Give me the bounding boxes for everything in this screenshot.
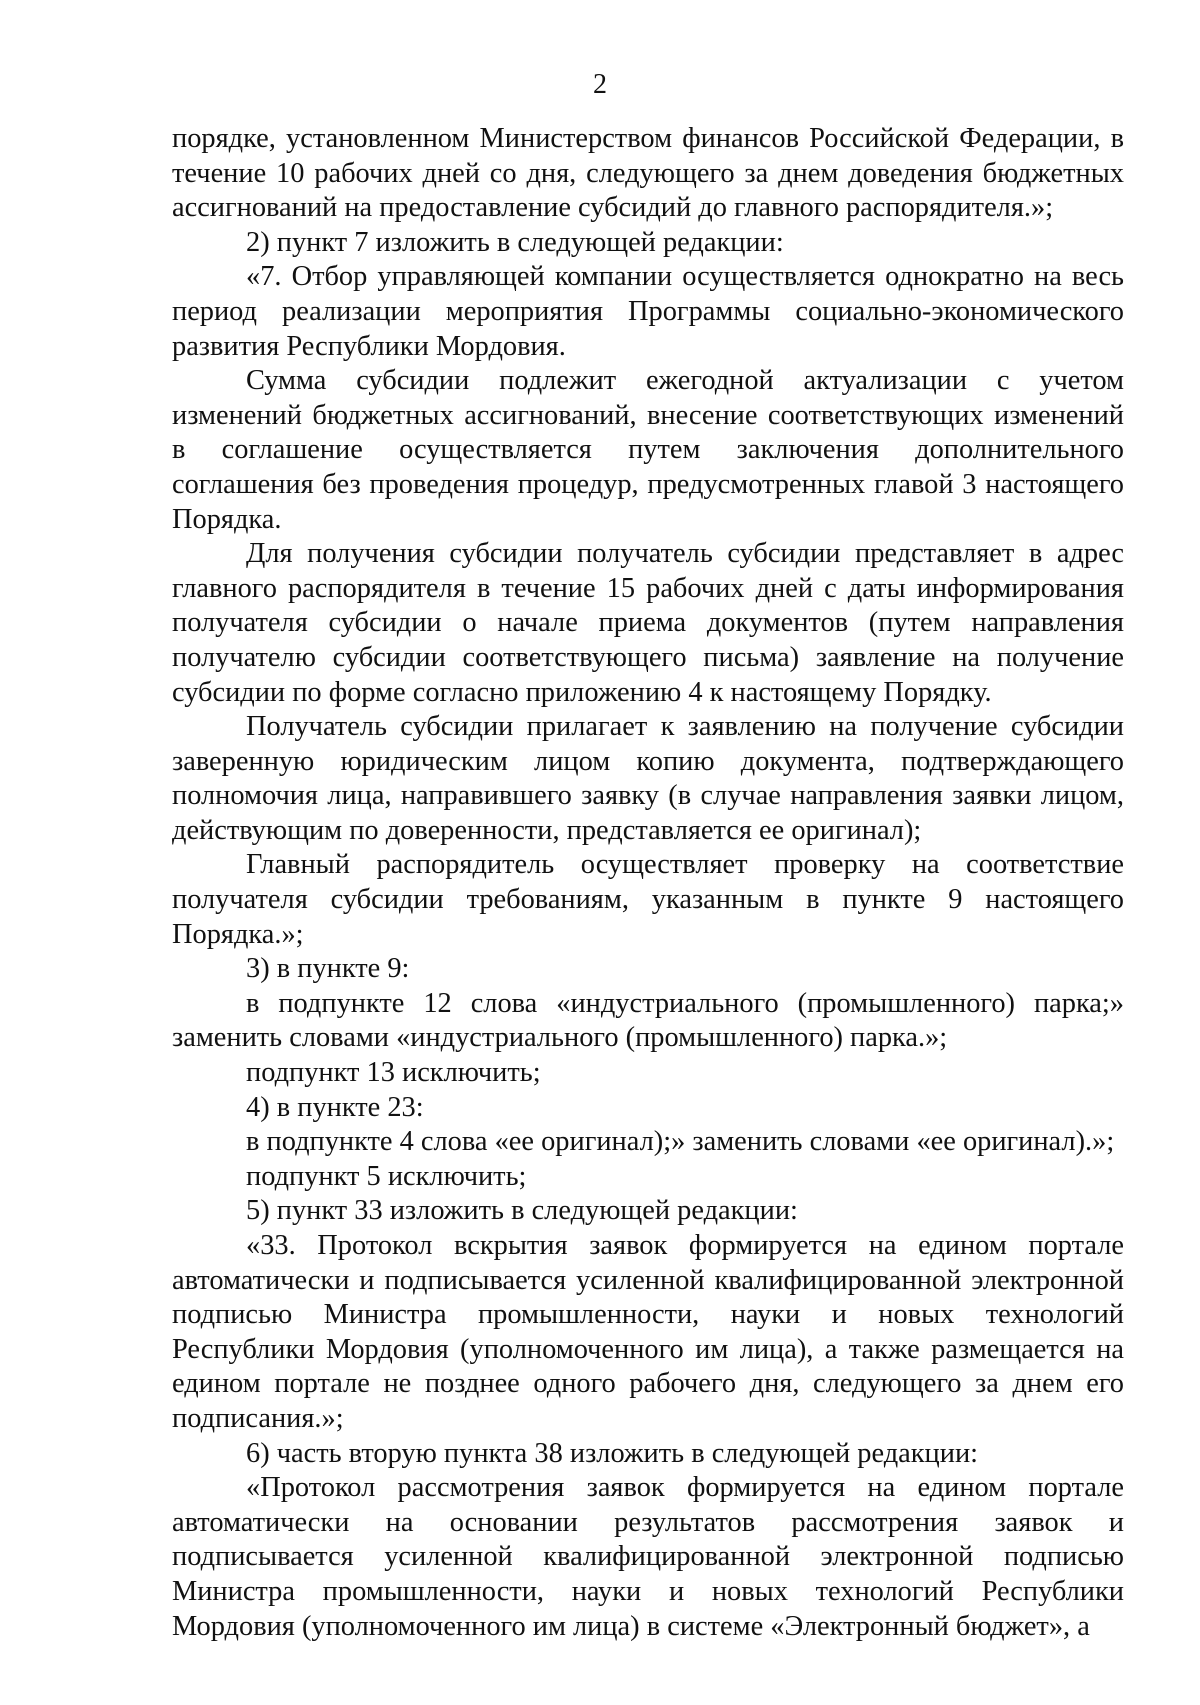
document-body [172, 122, 1124, 1644]
paragraph-item-5: 5) пункт 33 изложить в следующей редакции: [246, 1195, 798, 1227]
paragraph-attachments: Получатель субсидии прилагает к заявлению на получение субсидии заверенную юридическим лицом копию документа, подтверждающего полномочия лица, направившего заявку (в случае направления заявки лицом, действующим по доверенности, представляется ее оригинал); [172, 711, 1124, 846]
paragraph-item-2: 2) пункт 7 изложить в следующей редакции: [246, 226, 784, 258]
paragraph-item-4: 4) в пункте 23: [246, 1091, 424, 1123]
paragraph-subpoint-12: в подпункте 12 слова «индустриального (промышленного) парка;» заменить словами «индустриального (промышленного) парка.»; [172, 987, 1124, 1054]
paragraph-protocol: «Протокол рассмотрения заявок формируется на едином портале автоматически на основании результатов рассмотрения заявок и подписывается усиленной квалифицированной электронной подписью Министра промышленности, науки и новых технологий Республики Мордовия (уполномоченного им лица) в системе «Электронный бюджет», а [172, 1472, 1124, 1642]
paragraph-subpoint-13: подпункт 13 исключить; [246, 1057, 541, 1089]
paragraph-item-3: 3) в пункте 9: [246, 953, 410, 985]
paragraph-subpoint-5: подпункт 5 исключить; [246, 1160, 527, 1192]
paragraph-point-33: «33. Протокол вскрытия заявок формируется на едином портале автоматически и подписывается усиленной квалифицированной электронной подписью Министра промышленности, науки и новых технологий Республики Мордовия (уполномоченного им лица), а также размещается на едином портале не позднее одного рабочего дня, следующего за днем его подписания.»; [172, 1230, 1124, 1434]
page-number: 2 [593, 69, 607, 100]
paragraph-continuation: порядке, установленном Министерством финансов Российской Федерации, в течение 10 рабочих дней со дня, следующего за днем доведения бюджетных ассигнований на предоставление субсидий до главного распорядителя.»; [172, 123, 1124, 224]
paragraph-item-6: 6) часть вторую пункта 38 изложить в следующей редакции: [246, 1437, 979, 1469]
paragraph-subsidy-application: Для получения субсидии получатель субсидии представляет в адрес главного распорядителя в течение 15 рабочих дней с даты информирования получателя субсидии о начале приема документов (путем направления получателю субсидии соответствующего письма) заявление на получение субсидии по форме согласно приложению 4 к настоящему Порядку. [172, 538, 1124, 708]
paragraph-subsidy-sum: Сумма субсидии подлежит ежегодной актуализации с учетом изменений бюджетных ассигнований, внесение соответствующих изменений в соглашение осуществляется путем заключения дополнительного соглашения без проведения процедур, предусмотренных главой 3 настоящего Порядка. [172, 365, 1124, 535]
paragraph-subpoint-4: в подпункте 4 слова «ее оригинал);» заменить словами «ее оригинал).»; [246, 1126, 1115, 1158]
paragraph-point-7: «7. Отбор управляющей компании осуществляется однократно на весь период реализации мероприятия Программы социально-экономического развития Республики Мордовия. [172, 261, 1124, 362]
paragraph-verification: Главный распорядитель осуществляет проверку на соответствие получателя субсидии требованиям, указанным в пункте 9 настоящего Порядка.»; [172, 849, 1124, 950]
